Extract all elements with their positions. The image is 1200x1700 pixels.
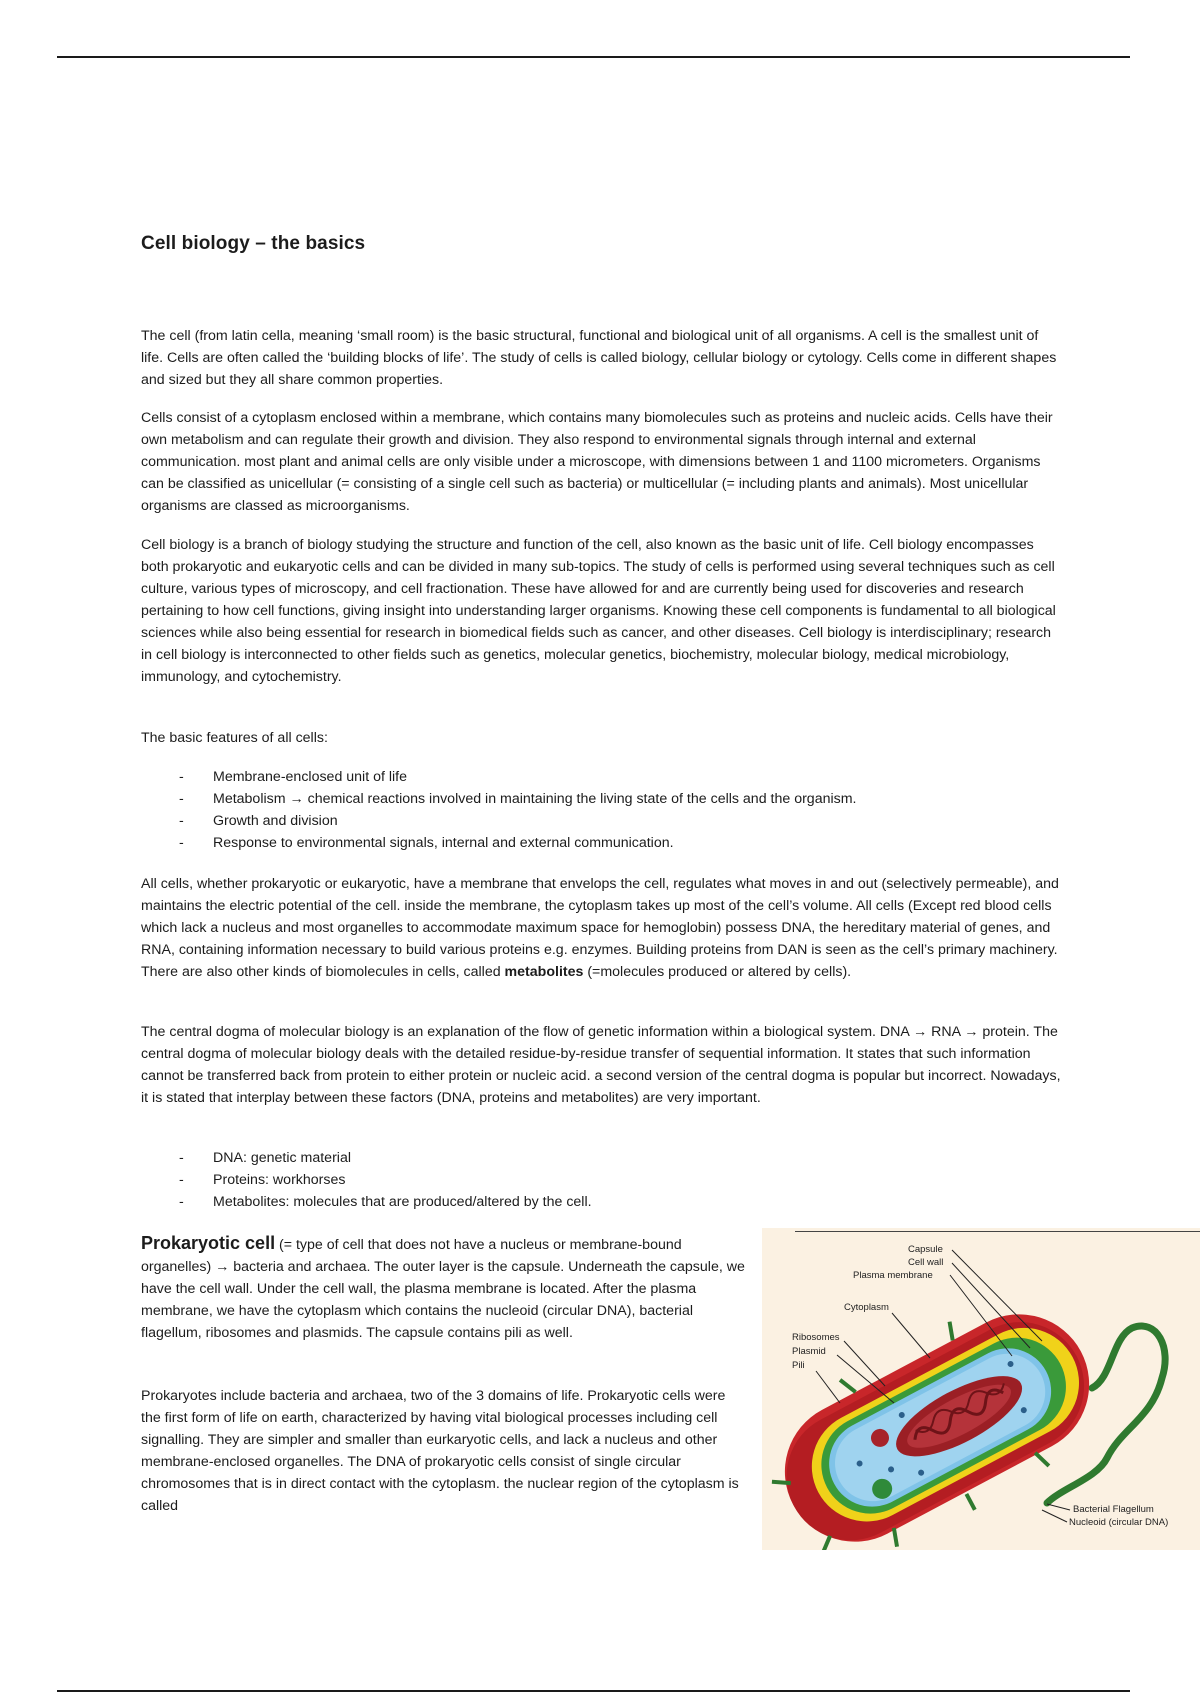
list-item: - Membrane-enclosed unit of life [179, 769, 407, 785]
features-list [141, 766, 857, 854]
label-capsule: Capsule [908, 1244, 943, 1255]
label-nucleoid: Nucleoid (circular DNA) [1069, 1517, 1169, 1528]
features-intro: The basic features of all cells: [141, 730, 328, 746]
membrane-paragraph: All cells, whether prokaryotic or eukaryotic, have a membrane that envelops the cell, regulates what moves in and out (selectively permeable), and maintains the electric potential of the cell. inside the membrane, the cytoplasm takes up most of the cell’s volume. All cells (Except red blood cells which lack a nucleus and most organelles to accommodate maximum space for hemoglobin) possess DNA, the hereditary material of genes, and RNA, containing information necessary to build various proteins e.g. enzymes. Building proteins from DAN is seen as the cell’s primary machinery. There are also other kinds of biomolecules in cells, called metabolites (=molecules produced or altered by cells). [141, 876, 1059, 980]
label-pili: Pili [792, 1360, 805, 1371]
cytoplasm-paragraph: Cells consist of a cytoplasm enclosed within a membrane, which contains many biomolecules such as proteins and nucleic acids. Cells have their own metabolism and can regulate their growth and division. They also respond to environmental signals through internal and external communication. most plant and animal cells are only visible under a microscope, with dimensions between 1 and 1100 micrometers. Organisms can be classified as unicellular (= consisting of a single cell such as bacteria) or multicellular (= including plants and animals). Most unicellular organisms are classed as microorganisms. [141, 410, 1053, 514]
figure-top-rule [795, 1231, 1200, 1232]
list-item: - DNA: genetic material [179, 1150, 351, 1166]
metabolites-term: metabolites [504, 964, 584, 980]
label-ribosomes: Ribosomes [792, 1332, 840, 1343]
cell-biology-paragraph: Cell biology is a branch of biology studying the structure and function of the cell, also known as the basic unit of life. Cell biology encompasses both prokaryotic and eukaryotic cells and can be divided in many sub-topics. The study of cells is performed using several techniques such as cell culture, various types of microscopy, and cell fractionation. These have allowed for and are currently being used for discoveries and research pertaining to how cell functions, giving insight into understanding larger organisms. Knowing these cell components is fundamental to all biological sciences while also being essential for research in biomedical fields such as cancer, and other diseases. Cell biology is interdisciplinary; research in cell biology is interconnected to other fields such as genetics, molecular genetics, biochemistry, molecular biology, medical microbiology, immunology, and cytochemistry. [141, 537, 1056, 685]
list-item: - Proteins: workhorses [179, 1172, 346, 1188]
list-item: - Metabolites: molecules that are produced/altered by the cell. [179, 1194, 592, 1210]
prokaryotes-paragraph: Prokaryotes include bacteria and archaea, two of the 3 domains of life. Prokaryotic cells were the first form of life on earth, characterized by having vital biological processes including cell signalling. They are simpler and smaller than eurkaryotic cells, and lack a nucleus and other membrane-enclosed organelles. The DNA of prokaryotic cells consist of single circular chromosomes that is in direct contact with the cytoplasm. the nuclear region of the cytoplasm is called [141, 1388, 739, 1514]
label-plasma-membrane: Plasma membrane [853, 1270, 933, 1281]
footer-rule [57, 1690, 1130, 1692]
prokaryotic-paragraph: Prokaryotic cell (= type of cell that does not have a nucleus or membrane-bound organelles) → bacteria and archaea. The outer layer is the capsule. Underneath the capsule, we have the cell wall. Under the cell wall, the plasma membrane is located. After the plasma membrane, we have the cytoplasm which contains the nucleoid (circular DNA), bacterial flagellum, ribosomes and plasmids. The capsule contains pili as well. [141, 1233, 745, 1341]
central-dogma-paragraph: The central dogma of molecular biology is an explanation of the flow of genetic information within a biological system. DNA → RNA → protein. The central dogma of molecular biology deals with the detailed residue-by-residue transfer of sequential information. It states that such information cannot be transferred back from protein to either protein or nucleic acid. a second version of the central dogma is popular but incorrect. Nowadays, it is stated that interplay between these factors (DNA, proteins and metabolites) are very important. [141, 1024, 1061, 1106]
label-plasmid: Plasmid [792, 1346, 826, 1357]
list-item: - Metabolism → chemical reactions involved in maintaining the living state of the cells and the organism. [179, 791, 857, 807]
prokaryotic-cell-diagram [762, 1228, 1200, 1550]
label-flagellum: Bacterial Flagellum [1073, 1504, 1154, 1515]
cell-diagram-svg [762, 1228, 1200, 1550]
header-rule [57, 56, 1130, 58]
page-title: Cell biology – the basics [141, 233, 366, 254]
list-item: - Growth and division [179, 813, 338, 829]
label-cytoplasm: Cytoplasm [844, 1302, 889, 1313]
prokaryotic-heading: Prokaryotic cell [141, 1233, 276, 1253]
list-item: - Response to environmental signals, internal and external communication. [179, 835, 674, 851]
dogma-list [141, 1147, 592, 1213]
intro-paragraph: The cell (from latin cella, meaning ‘small room) is the basic structural, functional and biological unit of all organisms. A cell is the smallest unit of life. Cells are often called the ‘building blocks of life’. The study of cells is called biology, cellular biology or cytology. Cells come in different shapes and sized but they all share common properties. [141, 328, 1057, 388]
label-cell-wall: Cell wall [908, 1257, 944, 1268]
